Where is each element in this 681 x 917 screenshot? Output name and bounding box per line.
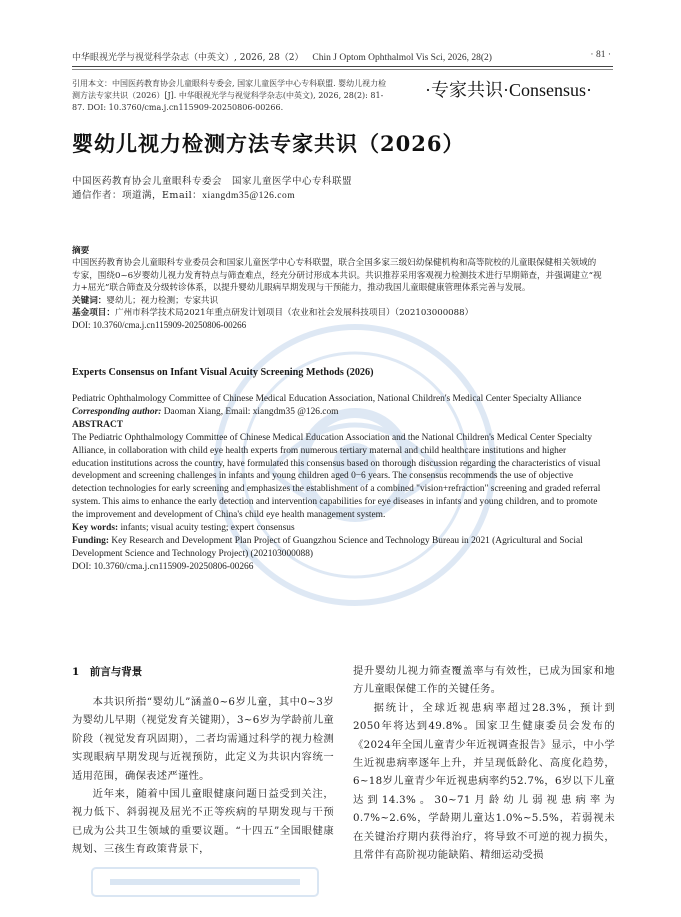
section-heading-intro: 1 前言与背景 bbox=[72, 666, 143, 678]
english-corr-label: Corresponding author: bbox=[72, 406, 162, 417]
correspondence-email[interactable]: xiangdm35@126.com bbox=[202, 191, 296, 201]
english-title: Experts Consensus on Infant Visual Acuity Screening Methods (2026) bbox=[72, 367, 374, 378]
page-number: · 81 · bbox=[590, 50, 611, 60]
correspondence-label: 通信作者：项道满，Email： bbox=[72, 190, 203, 201]
body-column-left bbox=[72, 693, 334, 859]
journal-name-en: Chin J Optom Ophthalmol Vis Sci, 2026, 28(2) bbox=[312, 53, 492, 63]
english-funding bbox=[72, 535, 604, 561]
english-keywords-label: Key words: bbox=[72, 523, 119, 534]
doi-cn[interactable]: DOI: 10.3760/cma.j.cn115909-20250806-00266 bbox=[72, 320, 247, 331]
paragraph: 本共识所指“婴幼儿”涵盖0~6岁儿童，其中0~3岁为婴幼儿早期（视觉发育关键期），3~6岁为学龄前儿童阶段（视觉发育巩固期），二者均需通过科学的视力检测实现眼病早期发现与近视预防，此定义为共识内容统一适用范围，确保表述严谨性。 bbox=[72, 696, 334, 782]
footer-watermark-logo bbox=[90, 862, 320, 902]
abstract-cn-heading: 摘要 bbox=[72, 246, 90, 256]
body-column-right bbox=[353, 662, 615, 864]
english-authors: Pediatric Ophthalmology Committee of Chinese Medical Education Association, National Children's Medical Center Specialty Alliance bbox=[72, 394, 582, 404]
paragraph: 近年来，随着中国儿童眼健康问题日益受到关注，视力低下、斜弱视及屈光不正等疾病的早期发现与干预已成为公共卫生领域的重要议题。“十四五”全国眼健康规划、三孩生育政策背景下， bbox=[72, 788, 334, 856]
english-doi[interactable]: DOI: 10.3760/cma.j.cn115909-20250806-00266 bbox=[72, 561, 254, 572]
article-title: 婴幼儿视力检测方法专家共识（2026） bbox=[72, 131, 465, 156]
abstract-en bbox=[72, 393, 604, 574]
keywords-cn-label: 关键词： bbox=[72, 295, 107, 306]
english-correspondence bbox=[72, 406, 604, 419]
journal-name-cn: 中华眼视光学与视觉科学杂志（中英文）, 2026, 28（2） bbox=[72, 53, 304, 63]
correspondence-line bbox=[72, 187, 295, 201]
english-abstract-heading: ABSTRACT bbox=[72, 419, 124, 430]
english-funding-text: Key Research and Development Plan Project of Guangzhou Science and Technology Bureau in 2021 (Agricultural and Social Development Science and Technology Project) (202103000088) bbox=[72, 535, 583, 559]
keywords-cn-text: 婴幼儿；视力检测；专家共识 bbox=[106, 295, 219, 306]
paragraph: 据统计，全球近视患病率超过28.3%，预计到2050年将达到49.8%。国家卫生健康委员会发布的《2024年全国儿童青少年近视调查报告》显示，中小学生近视患病率逐年上升，并呈现低龄化、高度化趋势，6~18岁儿童青少年近视患病率约52.7%，6岁以下儿童达到14.3%。30~71月龄幼儿弱视患病率为0.7%~2.6%，学龄期儿童达1.0%~5.5%，若弱视未在关键治疗期内获得治疗，将导致不可逆的视力损失，且常伴有高阶视功能缺陷、精细运动受损 bbox=[353, 701, 615, 862]
english-funding-label: Funding: bbox=[72, 535, 109, 546]
author-affiliation: 中国医药教育协会儿童眼科专委会 国家儿童医学中心专科联盟 bbox=[72, 176, 353, 187]
citation-note: 引用本文：中国医药教育协会儿童眼科专委会, 国家儿童医学中心专科联盟. 婴幼儿视力检测方法专家共识（2026）[J]. 中华眼视光学与视觉科学杂志(中英文), 2026, 28(2): 81-87. DOI: 10.3760/cma.j.cn115909-20250806-00266. bbox=[72, 79, 387, 112]
keywords-cn bbox=[72, 295, 604, 307]
section-tag: ·专家共识·Consensus· bbox=[425, 80, 592, 100]
paragraph: 提升婴幼儿视力筛查覆盖率与有效性，已成为国家和地方儿童眼保健工作的关键任务。 bbox=[353, 665, 615, 696]
running-header bbox=[72, 50, 492, 63]
english-keywords bbox=[72, 522, 604, 535]
funding-cn-text: 广州市科学技术局2021年重点研发计划项目（农业和社会发展科技项目）（202103000088） bbox=[114, 308, 474, 319]
funding-cn bbox=[72, 307, 604, 319]
english-abstract-body: The Pediatric Ophthalmology Committee of Chinese Medical Education Association and the National Children's Medical Center Specialty Alliance, in collaboration with child eye health experts from numerous tertiary maternal and child healthcare institutions and higher education institutions across the country, have formulated this consensus based on thorough discussion regarding the characteristics of visual development and screening challenges in infants and young children aged 0−6 years. The consensus recommends the use of objective detection technologies for early screening and emphasizes the establishment of a combined "vision+refraction" screening and graded referral system. This aims to enhance the early detection and intervention capabilities for eye diseases in infants and young children, and to promote the improvement and development of China's child eye health management system. bbox=[72, 432, 601, 521]
abstract-cn-body: 中国医药教育协会儿童眼科专业委员会和国家儿童医学中心专科联盟，联合全国多家三级妇幼保健机构和高等院校的儿童眼保健相关领域的专家，围绕0~6岁婴幼儿视力发育特点与筛查难点，经充分研讨形成本共识。共识推荐采用客观视力检测技术进行早期筛查，并强调建立“视力+屈光”联合筛查及分级转诊体系，以提升婴幼儿眼病早期发现与干预能力，推动我国儿童眼健康管理体系完善与发展。 bbox=[72, 258, 602, 294]
header-rule-thin bbox=[72, 69, 613, 70]
english-corr-text: Daoman Xiang, Email: xiangdm35 @126.com bbox=[161, 406, 339, 417]
header-rule bbox=[72, 66, 613, 67]
abstract-cn bbox=[72, 245, 604, 332]
funding-cn-label: 基金项目： bbox=[72, 308, 115, 319]
english-keywords-text: infants; visual acuity testing; expert consensus bbox=[118, 523, 295, 534]
